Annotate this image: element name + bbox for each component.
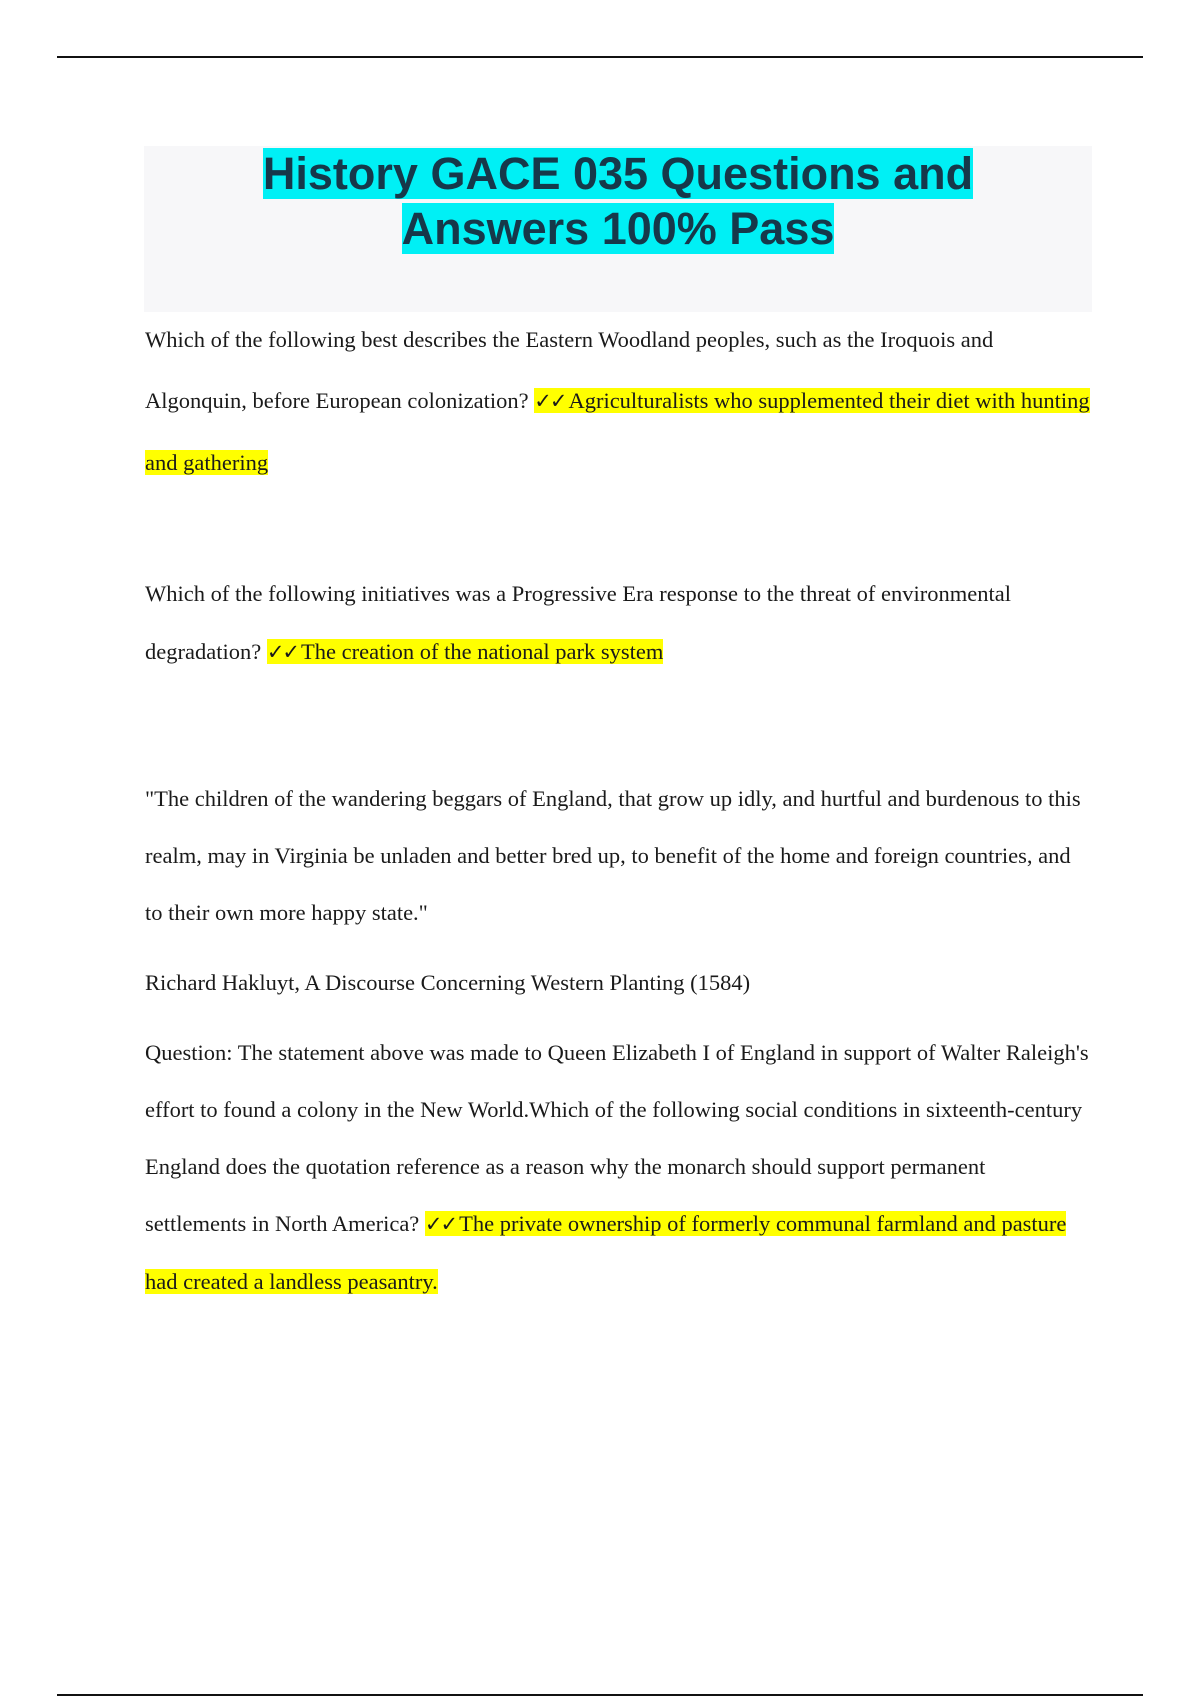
double-check-icon: ✓✓ (266, 640, 299, 664)
answer-highlight (267, 639, 664, 664)
document-title (144, 146, 1092, 256)
title-block (144, 146, 1092, 312)
question-text: Which of the following initiatives was a Progressive Era response to the threat of environmental degradation? (145, 581, 1012, 664)
question-text: Question: The statement above was made to Queen Elizabeth I of England in support of Walter Raleigh's effort to found a colony in the New World.Which of the following social conditions in sixteenth-century England does the quotation reference as a reason why the monarch should support permanent settlements in North America? (145, 1040, 1089, 1236)
double-check-icon: ✓✓ (534, 389, 566, 413)
qa-item-2 (145, 565, 1090, 681)
quote-citation: Richard Hakluyt, A Discourse Concerning Western Planting (1584) (145, 970, 751, 995)
qa-item-3 (145, 1024, 1090, 1310)
footer-rule (57, 1694, 1143, 1696)
qa-item-1 (145, 309, 1090, 493)
header-rule (57, 56, 1143, 58)
quote-passage: "The children of the wandering beggars of England, that grow up idly, and hurtful and burdenous to this realm, may in Virginia be unladen and better bred up, to benefit of the home and foreign countries, and to their own more happy state." (145, 786, 1081, 925)
answer-text: The creation of the national park system (301, 639, 664, 664)
title-line-2: Answers 100% Pass (401, 203, 835, 254)
question-text: Which of the following best describes the Eastern Woodland peoples, such as the Iroquois and Algonquin, before European colonization? (145, 327, 994, 413)
answer-text: The private ownership of formerly communal farmland and pasture had created a landless peasantry. (145, 1211, 1067, 1294)
answer-text: Agriculturalists who supplemented their diet with hunting and gathering (145, 388, 1090, 475)
double-check-icon: ✓✓ (424, 1212, 457, 1236)
title-line-1: History GACE 035 Questions and (262, 148, 974, 199)
